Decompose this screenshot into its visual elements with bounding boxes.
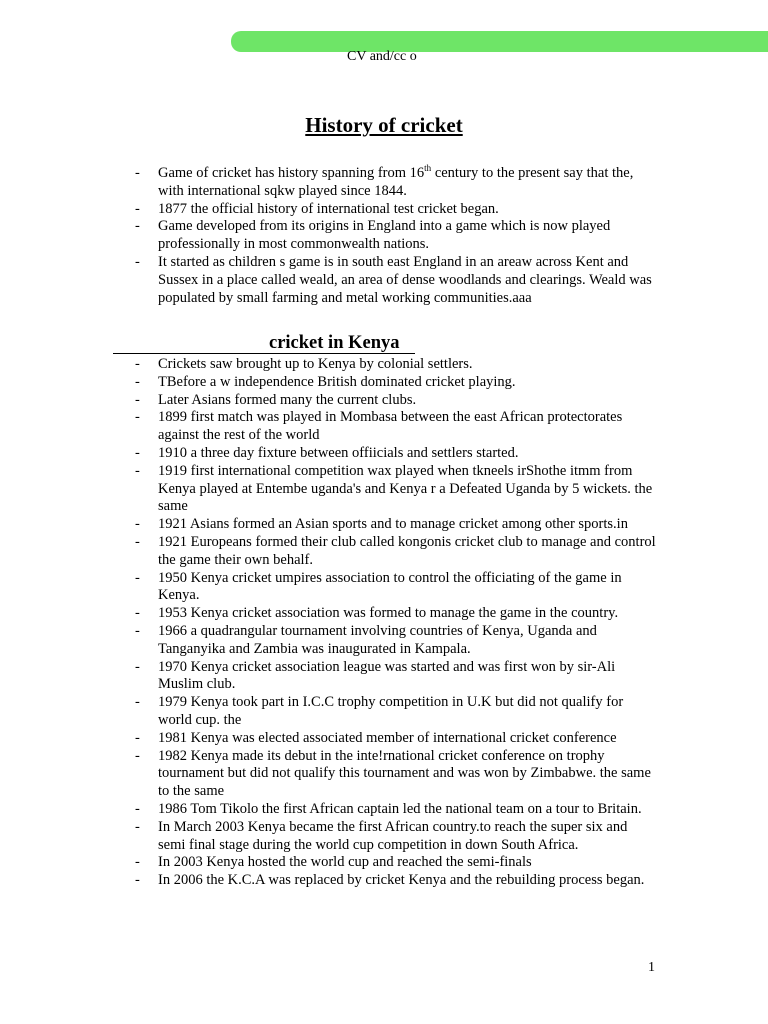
- list-item: - 1986 Tom Tikolo the first African captain led the national team on a tour to Britain.: [135, 800, 642, 817]
- list-item: - It started as children s game is in south east England in an areaw across Kent and Sussex in a place called weald, an area of dense woodlands and clearings. Weald was populated by small farming and metal working communities.aaa: [135, 253, 652, 306]
- list-bullet: -: [135, 694, 140, 711]
- list-item: - Game of cricket has history spanning from 16th century to the present say that the, with international sqkw played since 1844.: [135, 163, 634, 199]
- list-item: - 1910 a three day fixture between offiicials and settlers started.: [135, 444, 519, 461]
- list-bullet: -: [135, 218, 140, 235]
- page-title: History of cricket: [305, 113, 463, 137]
- history-list: [0, 165, 768, 307]
- list-item: - 1877 the official history of international test cricket began.: [135, 200, 499, 217]
- list-bullet: -: [135, 569, 140, 586]
- list-bullet: -: [135, 622, 140, 639]
- list-item: - 1970 Kenya cricket association league was started and was first won by sir-Ali Muslim club.: [135, 658, 616, 693]
- list-bullet: -: [135, 854, 140, 871]
- list-bullet: -: [135, 200, 140, 217]
- list-bullet: -: [135, 818, 140, 835]
- kenya-list: [0, 356, 768, 890]
- list-item: - 1899 first match was played in Mombasa between the east African protectorates against the rest of the world: [135, 409, 623, 444]
- list-bullet: -: [135, 356, 140, 372]
- list-bullet: -: [135, 444, 140, 461]
- page-header: CV and/cc o: [347, 49, 417, 64]
- list-bullet: -: [135, 658, 140, 675]
- list-bullet: -: [135, 253, 140, 270]
- list-bullet: -: [135, 872, 140, 889]
- list-bullet: -: [135, 605, 140, 622]
- list-bullet: -: [135, 391, 140, 408]
- list-item: - 1966 a quadrangular tournament involving countries of Kenya, Uganda and Tanganyika and Zambia was inaugurated in Kampala.: [135, 622, 597, 657]
- list-item: - Later Asians formed many the current clubs.: [135, 391, 417, 408]
- list-bullet: -: [135, 409, 140, 426]
- list-item: - 1921 Europeans formed their club called kongonis cricket club to manage and control the game their own behalf.: [135, 533, 656, 568]
- header-highlight-bar: [231, 31, 768, 52]
- list-bullet: -: [135, 533, 140, 550]
- section-heading: [113, 332, 415, 354]
- list-bullet: -: [135, 747, 140, 764]
- list-bullet: -: [135, 729, 140, 746]
- list-item: - Crickets saw brought up to Kenya by colonial settlers.: [135, 356, 473, 372]
- list-bullet: -: [135, 516, 140, 533]
- list-item: - 1921 Asians formed an Asian sports and to manage cricket among other sports.in: [135, 516, 628, 533]
- list-item: - In March 2003 Kenya became the first African country.to reach the super six and semi final stage during the world cup competition in down South Africa.: [135, 818, 628, 853]
- list-item: - 1953 Kenya cricket association was formed to manage the game in the country.: [135, 605, 619, 622]
- list-item: - 1950 Kenya cricket umpires association to control the officiating of the game in Kenya.: [135, 569, 622, 604]
- list-bullet: -: [135, 373, 140, 390]
- section-title: cricket in Kenya: [269, 333, 400, 353]
- list-item: - 1979 Kenya took part in I.C.C trophy competition in U.K but did not qualify for world cup. the: [135, 694, 624, 728]
- list-bullet: -: [135, 800, 140, 817]
- page-number: 1: [648, 960, 655, 975]
- list-item: - In 2006 the K.C.A was replaced by cricket Kenya and the rebuilding process began.: [135, 872, 645, 889]
- list-item: - TBefore a w independence British dominated cricket playing.: [135, 373, 516, 390]
- list-item: - In 2003 Kenya hosted the world cup and reached the semi-finals: [135, 854, 532, 871]
- list-bullet: -: [135, 165, 140, 181]
- list-bullet: -: [135, 462, 140, 479]
- list-item: - 1982 Kenya made its debut in the inte!rnational cricket conference on trophy tournament but did not qualify this tournament and was won by Zimbabwe. the same to the same: [135, 747, 651, 800]
- list-item: - 1981 Kenya was elected associated member of international cricket conference: [135, 729, 617, 746]
- list-item: - Game developed from its origins in England into a game which is now played professionally in most commonwealth nations.: [135, 218, 611, 253]
- list-item: - 1919 first international competition wax played when tkneels irShothe itmm from Kenya played at Entembe uganda's and Kenya r a Defeated Uganda by 5 wickets. the same: [135, 462, 653, 515]
